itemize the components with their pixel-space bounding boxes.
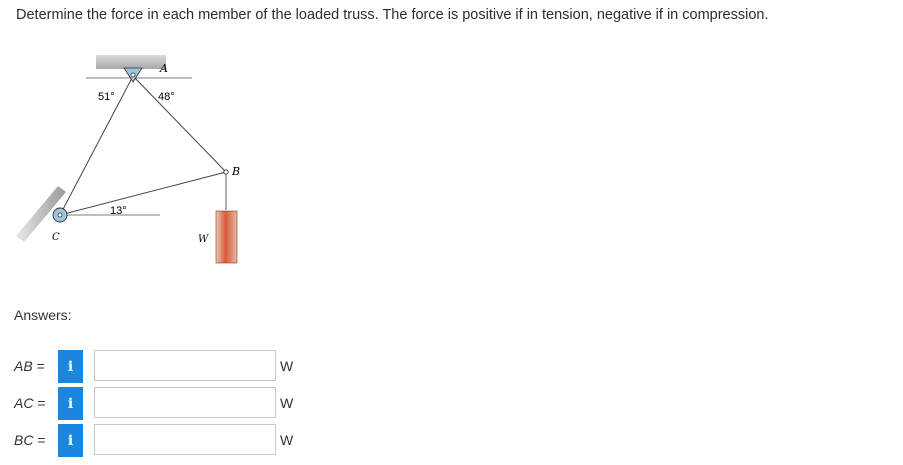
- row-label-bc: BC =: [14, 432, 46, 448]
- answer-row-bc: [14, 424, 304, 457]
- label-b: B: [232, 165, 241, 178]
- pin-a: [131, 73, 135, 77]
- answers-label: Answers:: [14, 307, 72, 323]
- joint-b: [224, 170, 228, 174]
- weight-block: [216, 211, 237, 263]
- label-angle-51: 51°: [98, 91, 115, 103]
- label-angle-48: 48°: [158, 91, 175, 103]
- unit-ab: W: [280, 358, 294, 374]
- answer-input-ab[interactable]: [94, 350, 276, 381]
- answer-input-ac[interactable]: [94, 387, 276, 418]
- answer-row-ab: [14, 350, 304, 383]
- label-a: A: [160, 62, 168, 75]
- unit-bc: W: [280, 432, 294, 448]
- label-w: W: [198, 234, 209, 245]
- unit-ac: W: [280, 395, 294, 411]
- info-button-ab[interactable]: i: [58, 350, 83, 383]
- answer-input-bc[interactable]: [94, 424, 276, 455]
- question-text: Determine the force in each member of the loaded truss. The force is positive if in tension, negative if in compression.: [16, 7, 769, 23]
- ceiling-support: [96, 55, 166, 69]
- label-angle-13: 13°: [110, 205, 127, 217]
- row-label-ac: AC =: [14, 395, 46, 411]
- member-ab: [133, 76, 226, 172]
- member-ac: [60, 76, 133, 215]
- info-button-ac[interactable]: i: [58, 387, 83, 420]
- answer-row-ac: [14, 387, 304, 420]
- truss-figure: [10, 46, 250, 271]
- info-button-bc[interactable]: i: [58, 424, 83, 457]
- pin-c-center: [58, 213, 62, 217]
- label-c: C: [52, 232, 60, 243]
- row-label-ab: AB =: [14, 358, 45, 374]
- member-bc: [60, 172, 226, 215]
